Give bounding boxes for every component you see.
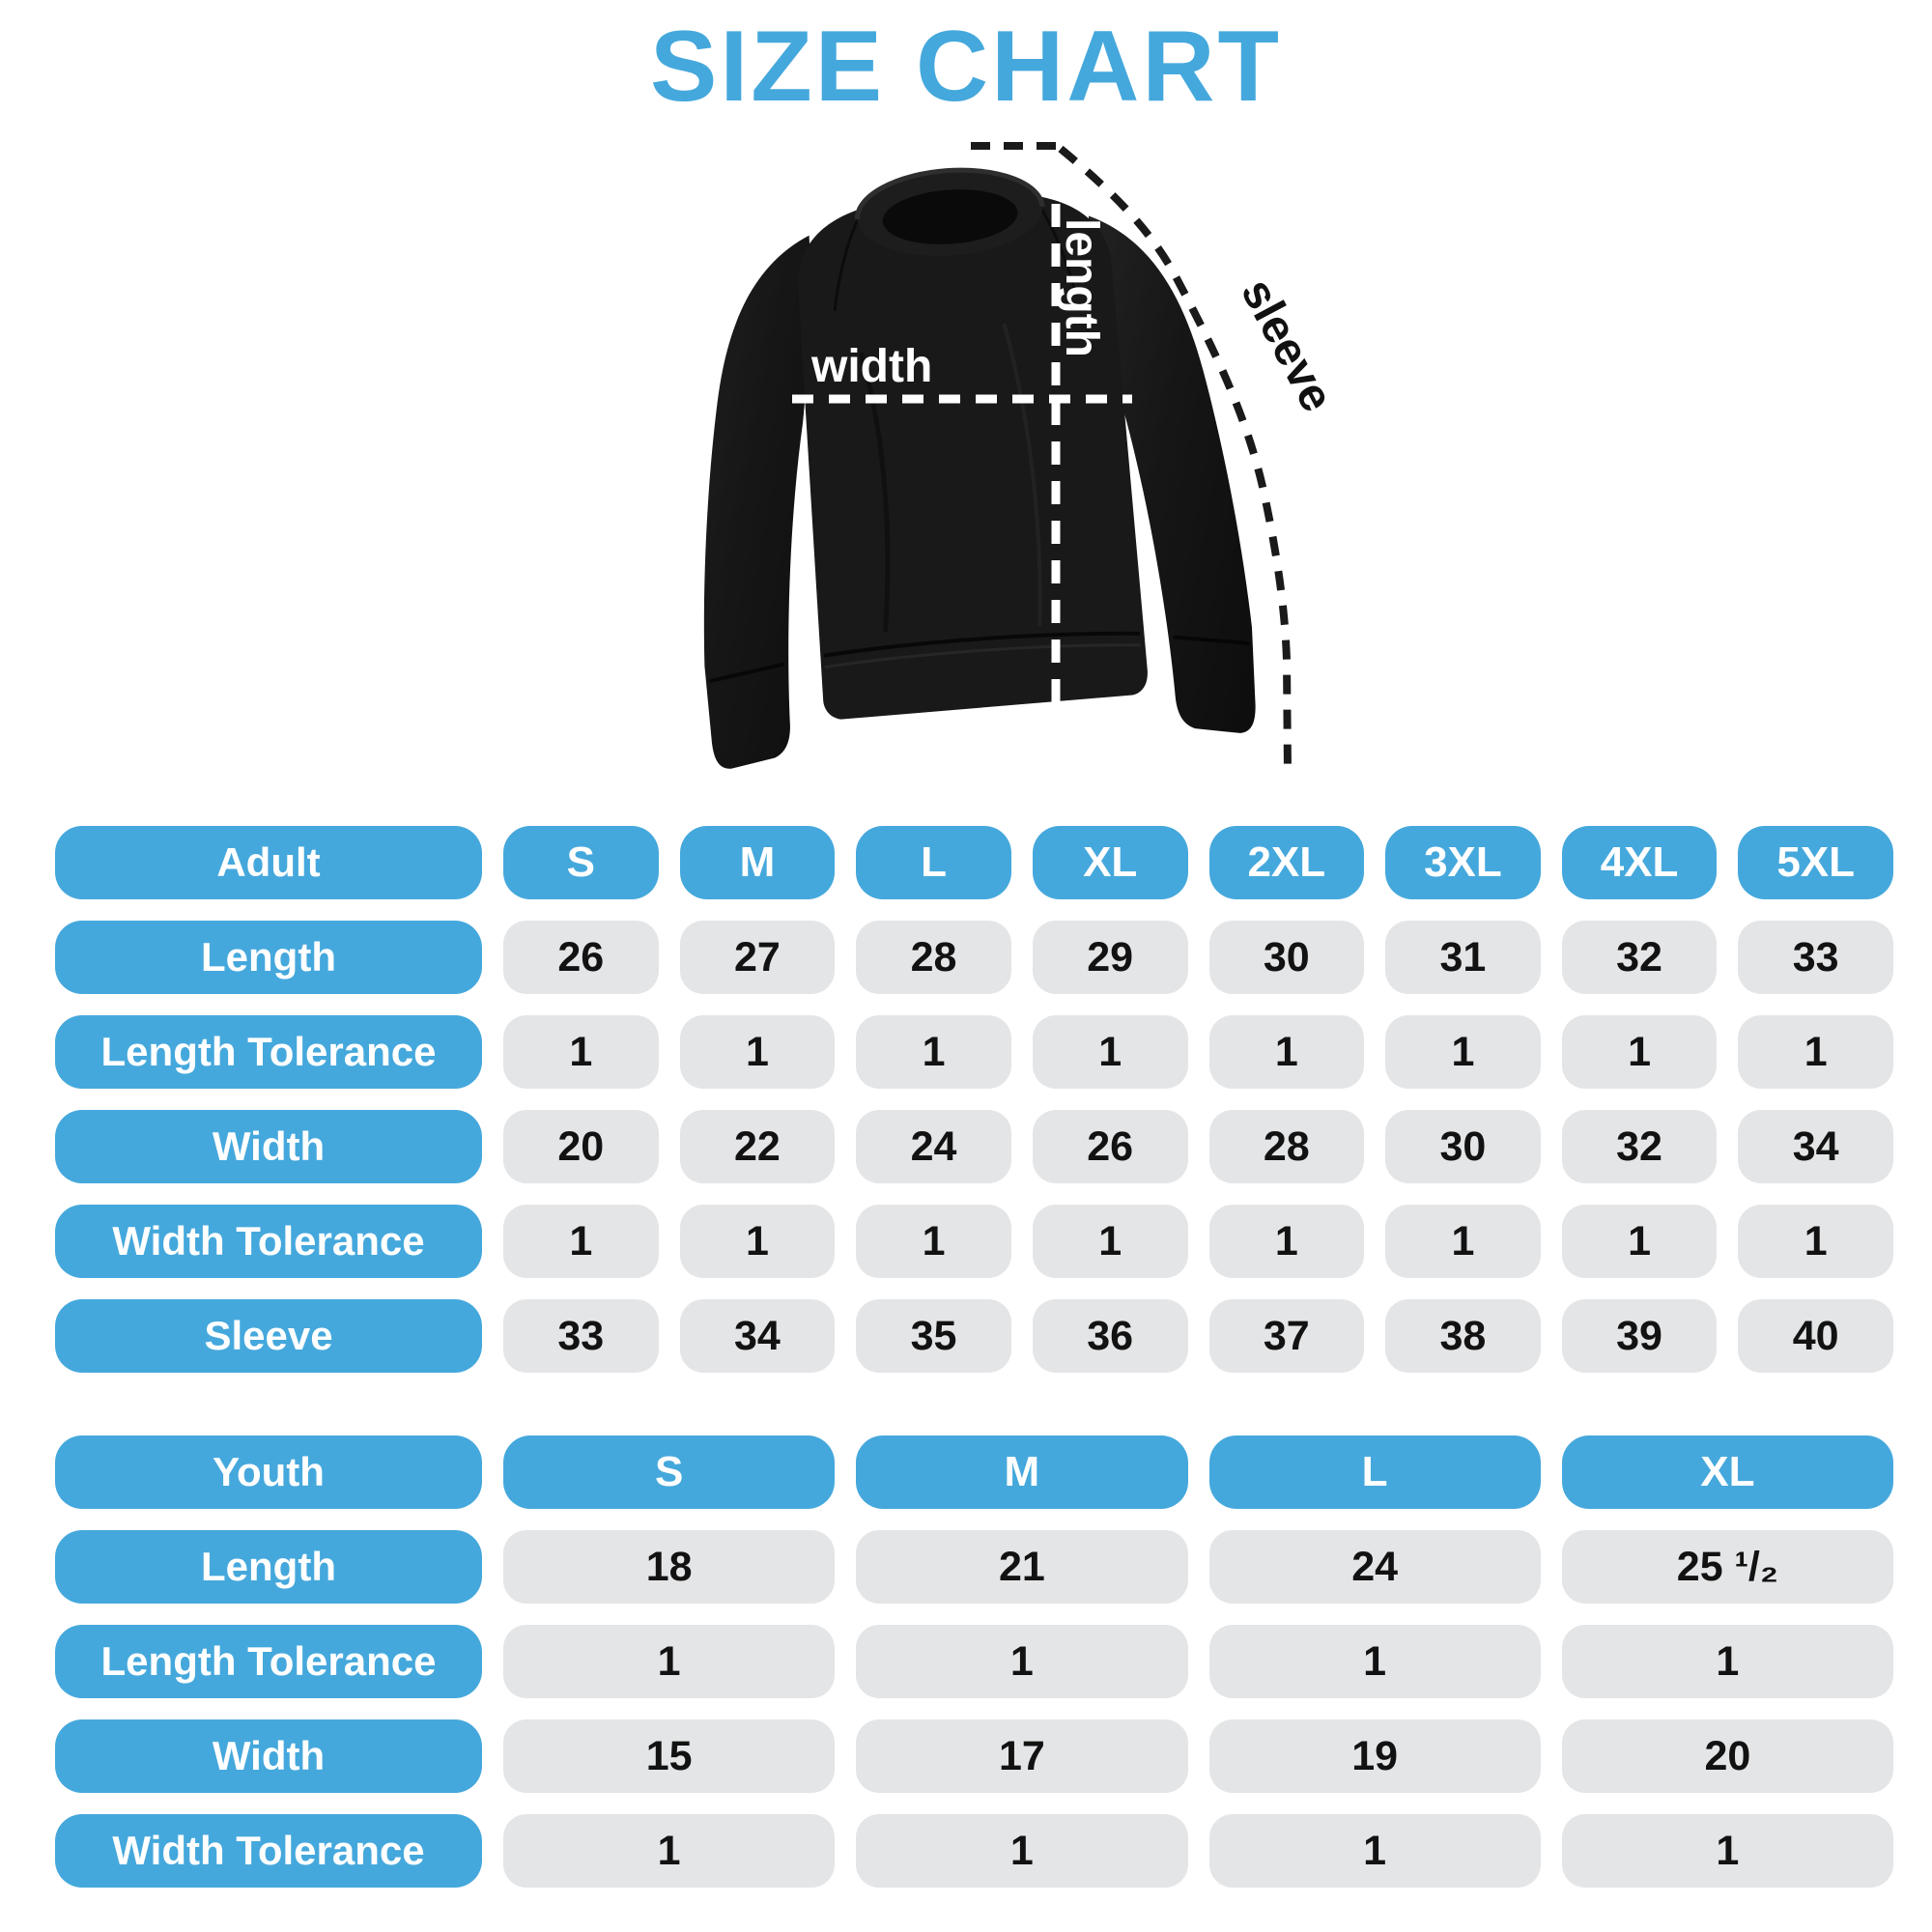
- value-cell: 30: [1209, 921, 1365, 994]
- value-cell: 31: [1385, 921, 1541, 994]
- value-cell: 15: [503, 1719, 835, 1793]
- value-cell: 1: [503, 1814, 835, 1888]
- sweatshirt-diagram: [531, 104, 1401, 824]
- value-cell: 1: [1562, 1205, 1718, 1278]
- value-cell: 24: [1209, 1530, 1541, 1604]
- table-row: [55, 1299, 1893, 1373]
- size-pill: 2XL: [1209, 826, 1365, 899]
- table-header-label: Adult: [55, 826, 482, 899]
- value-cell: 1: [1385, 1205, 1541, 1278]
- size-pill: 3XL: [1385, 826, 1541, 899]
- row-label-pill: Width Tolerance: [55, 1814, 482, 1888]
- value-cell: 39: [1562, 1299, 1718, 1373]
- value-cell: 17: [856, 1719, 1187, 1793]
- table-row: [55, 1015, 1893, 1089]
- value-cell: 27: [680, 921, 836, 994]
- value-cell: 36: [1033, 1299, 1188, 1373]
- diagram-label-width: width: [811, 341, 933, 392]
- value-cell: 33: [503, 1299, 659, 1373]
- size-pill: L: [856, 826, 1011, 899]
- value-cell: 20: [1562, 1719, 1893, 1793]
- diagram-label-sleeve: sleeve: [1231, 270, 1344, 420]
- row-label-pill: Width Tolerance: [55, 1205, 482, 1278]
- table-row: [55, 1530, 1893, 1604]
- value-cell: 1: [1033, 1015, 1188, 1089]
- value-cell: 37: [1209, 1299, 1365, 1373]
- value-cell: 1: [1562, 1015, 1718, 1089]
- size-pill: S: [503, 826, 659, 899]
- table-row: [55, 1110, 1893, 1183]
- value-cell: 1: [856, 1205, 1011, 1278]
- table-row: [55, 1435, 1893, 1509]
- value-cell: 18: [503, 1530, 835, 1604]
- value-cell: 21: [856, 1530, 1187, 1604]
- value-cell: 33: [1738, 921, 1893, 994]
- value-cell: 38: [1385, 1299, 1541, 1373]
- value-cell: 32: [1562, 1110, 1718, 1183]
- value-cell: 1: [856, 1625, 1187, 1698]
- value-cell: 1: [1562, 1814, 1893, 1888]
- value-cell: 1: [503, 1205, 659, 1278]
- adult-size-table: [55, 826, 1893, 1394]
- value-cell: 1: [1209, 1015, 1365, 1089]
- size-pill: 5XL: [1738, 826, 1893, 899]
- value-cell: 1: [1385, 1015, 1541, 1089]
- table-row: [55, 921, 1893, 994]
- value-cell: 1: [503, 1625, 835, 1698]
- value-cell: 22: [680, 1110, 836, 1183]
- value-cell: 1: [503, 1015, 659, 1089]
- value-cell: 40: [1738, 1299, 1893, 1373]
- size-pill: L: [1209, 1435, 1541, 1509]
- value-cell: 30: [1385, 1110, 1541, 1183]
- value-cell: 35: [856, 1299, 1011, 1373]
- value-cell: 19: [1209, 1719, 1541, 1793]
- row-label-pill: Sleeve: [55, 1299, 482, 1373]
- value-cell: 1: [1738, 1015, 1893, 1089]
- value-cell: 24: [856, 1110, 1011, 1183]
- value-cell: 1: [1033, 1205, 1188, 1278]
- table-header-label: Youth: [55, 1435, 482, 1509]
- page-title: SIZE CHART: [650, 11, 1282, 123]
- table-row: [55, 1719, 1893, 1793]
- size-pill: S: [503, 1435, 835, 1509]
- value-cell: 34: [680, 1299, 836, 1373]
- row-label-pill: Length: [55, 921, 482, 994]
- row-label-pill: Length Tolerance: [55, 1015, 482, 1089]
- value-cell: 28: [856, 921, 1011, 994]
- size-pill: 4XL: [1562, 826, 1718, 899]
- value-cell: 1: [1738, 1205, 1893, 1278]
- value-cell: 34: [1738, 1110, 1893, 1183]
- value-cell: 26: [1033, 1110, 1188, 1183]
- value-cell: 29: [1033, 921, 1188, 994]
- size-pill: M: [680, 826, 836, 899]
- value-cell: 1: [1209, 1625, 1541, 1698]
- table-row: [55, 1814, 1893, 1888]
- value-cell: 1: [680, 1205, 836, 1278]
- youth-size-table: [55, 1435, 1893, 1909]
- size-pill: XL: [1033, 826, 1188, 899]
- value-cell: 20: [503, 1110, 659, 1183]
- value-cell: 1: [856, 1015, 1011, 1089]
- diagram-label-length: length: [1056, 218, 1107, 357]
- value-cell: 32: [1562, 921, 1718, 994]
- value-cell: 25 ¹/₂: [1562, 1530, 1893, 1604]
- value-cell: 26: [503, 921, 659, 994]
- value-cell: 1: [680, 1015, 836, 1089]
- size-pill: XL: [1562, 1435, 1893, 1509]
- sweatshirt-illustration: [671, 152, 1260, 770]
- row-label-pill: Width: [55, 1110, 482, 1183]
- value-cell: 28: [1209, 1110, 1365, 1183]
- value-cell: 1: [856, 1814, 1187, 1888]
- table-row: [55, 1205, 1893, 1278]
- table-row: [55, 826, 1893, 899]
- row-label-pill: Width: [55, 1719, 482, 1793]
- value-cell: 1: [1209, 1814, 1541, 1888]
- row-label-pill: Length: [55, 1530, 482, 1604]
- row-label-pill: Length Tolerance: [55, 1625, 482, 1698]
- value-cell: 1: [1562, 1625, 1893, 1698]
- table-row: [55, 1625, 1893, 1698]
- value-cell: 1: [1209, 1205, 1365, 1278]
- size-pill: M: [856, 1435, 1187, 1509]
